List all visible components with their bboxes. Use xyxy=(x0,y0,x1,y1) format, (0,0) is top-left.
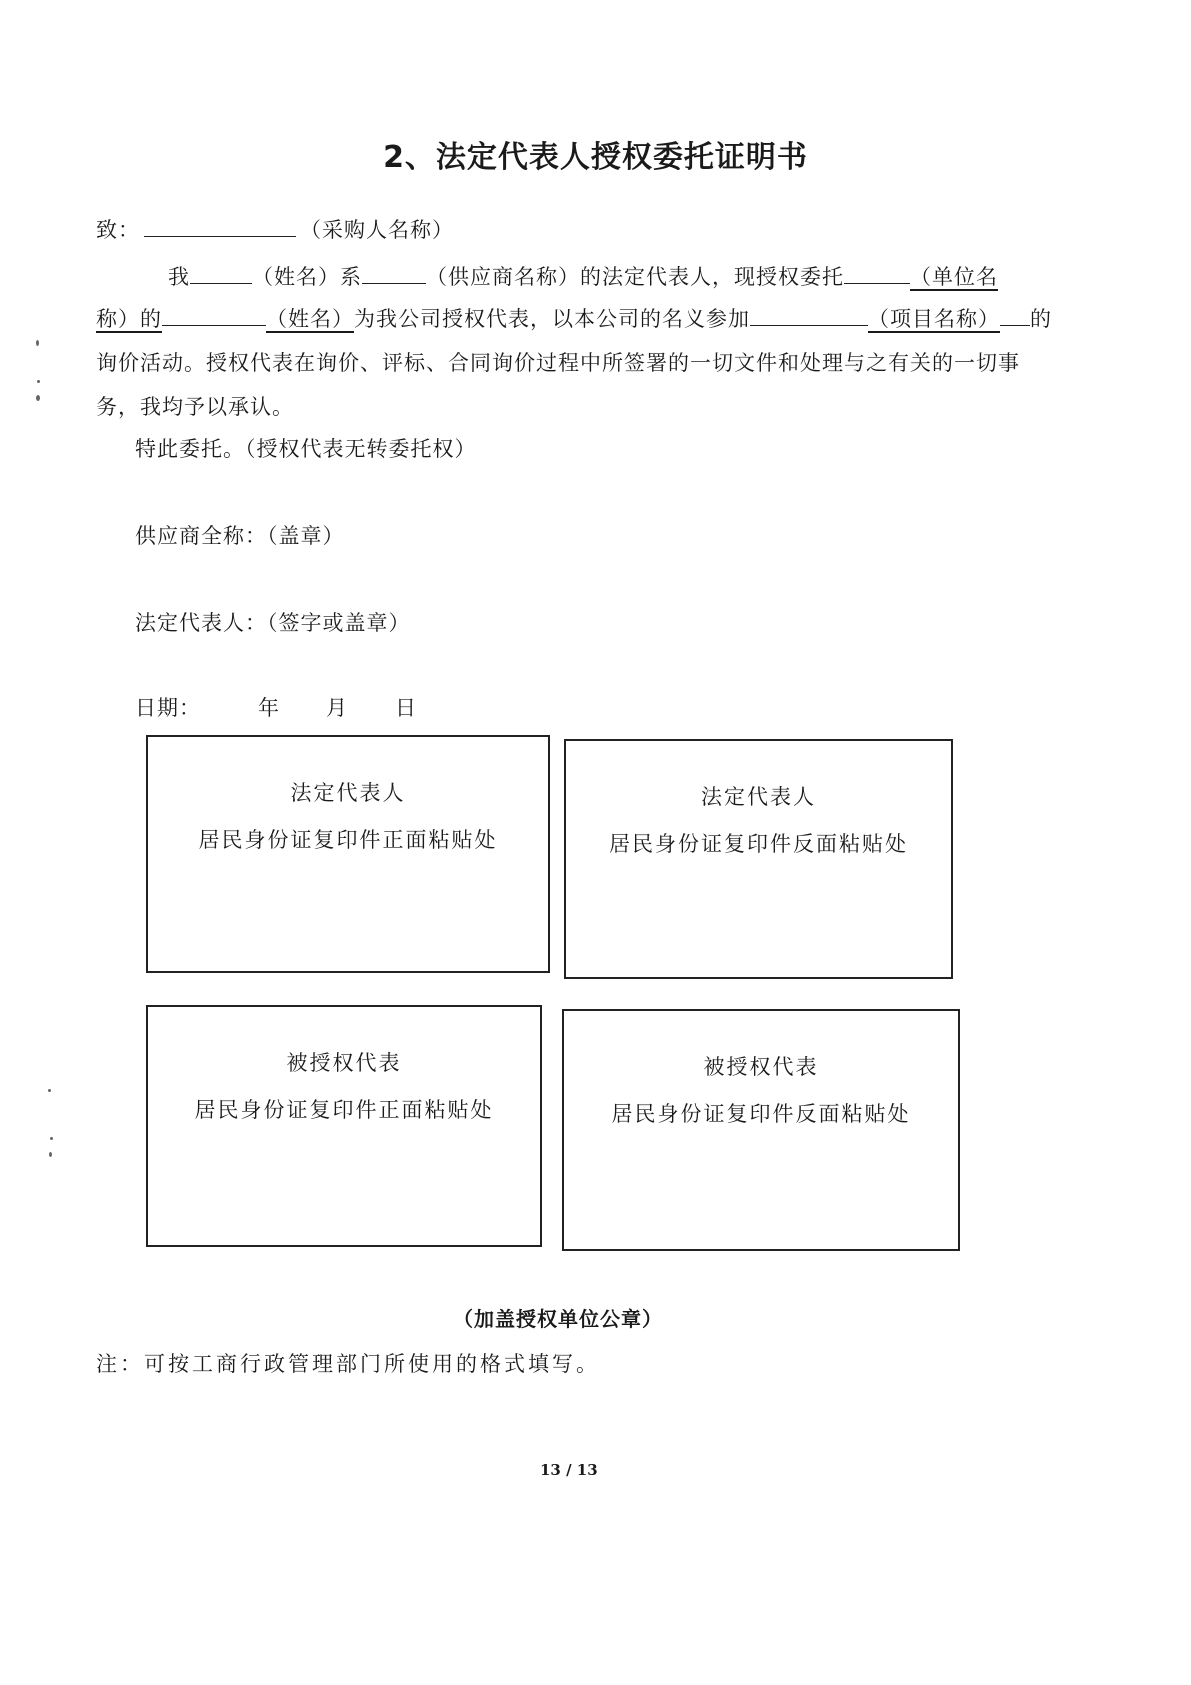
supplier-full-name-label: 供应商全称：（盖章） xyxy=(135,524,345,548)
box-instruction: 居民身份证复印件正面粘贴处 xyxy=(194,1098,494,1122)
special-note: 特此委托。（授权代表无转委托权） xyxy=(135,437,477,461)
representative-name-blank[interactable] xyxy=(162,305,266,326)
seal-note: （加盖授权单位公章） xyxy=(453,1307,663,1331)
to-label: 致： xyxy=(96,218,140,242)
body-line-3: 询价活动。授权代表在询价、评标、合同询价过程中所签署的一切文件和处理与之有关的一切事 xyxy=(96,351,1020,375)
box-heading: 被授权代表 xyxy=(286,1051,402,1075)
scan-speck xyxy=(48,1089,51,1092)
scan-speck xyxy=(50,1137,53,1140)
supplier-name-blank[interactable] xyxy=(362,263,426,284)
authorized-rep-id-front-box[interactable] xyxy=(146,1005,542,1247)
scan-speck xyxy=(37,380,40,383)
page-number: 13 / 13 xyxy=(540,1461,598,1479)
body-line-2 xyxy=(96,303,1052,333)
representative-name-hint: （姓名） xyxy=(266,307,354,331)
legal-representative-label: 法定代表人：（签字或盖章） xyxy=(135,611,411,635)
date-label: 日期： xyxy=(135,696,201,720)
purchaser-name-blank[interactable] xyxy=(144,216,296,237)
unit-name-blank[interactable] xyxy=(844,263,910,284)
document-title: 2、法定代表人授权委托证明书 xyxy=(383,140,808,175)
body-text: （供应商名称）的法定代表人，现授权委托 xyxy=(426,265,844,289)
scan-speck xyxy=(36,340,39,346)
addressee-line xyxy=(96,214,454,244)
purchaser-name-hint: （采购人名称） xyxy=(300,218,454,242)
unit-name-hint-end: 称）的 xyxy=(96,307,162,331)
project-name-blank[interactable] xyxy=(750,305,868,326)
scan-speck xyxy=(36,395,40,401)
date-day: 日 xyxy=(395,696,417,720)
date-month: 月 xyxy=(326,696,348,720)
footnote: 注：可按工商行政管理部门所使用的格式填写。 xyxy=(96,1352,600,1376)
date-year: 年 xyxy=(258,696,280,720)
scan-speck xyxy=(49,1152,52,1157)
box-instruction: 居民身份证复印件反面粘贴处 xyxy=(611,1102,911,1126)
project-name-blank-end[interactable] xyxy=(1000,305,1030,326)
authorized-rep-id-back-box[interactable] xyxy=(562,1009,960,1251)
box-instruction: 居民身份证复印件反面粘贴处 xyxy=(609,832,908,856)
legal-rep-id-front-box[interactable] xyxy=(146,735,550,973)
body-line-1 xyxy=(168,261,998,291)
box-instruction: 居民身份证复印件正面粘贴处 xyxy=(198,828,498,852)
body-text: 为我公司授权代表，以本公司的名义参加 xyxy=(354,307,750,331)
body-text: 的 xyxy=(1030,307,1052,331)
project-name-hint: （项目名称） xyxy=(868,307,1000,331)
name-blank[interactable] xyxy=(190,263,252,284)
body-text: （姓名）系 xyxy=(252,265,362,289)
body-text: 我 xyxy=(168,265,190,289)
legal-rep-id-back-box[interactable] xyxy=(564,739,953,979)
box-heading: 法定代表人 xyxy=(701,785,816,809)
body-line-4: 务，我均予以承认。 xyxy=(96,395,294,419)
box-heading: 被授权代表 xyxy=(703,1055,819,1079)
box-heading: 法定代表人 xyxy=(290,781,406,805)
unit-name-hint: （单位名 xyxy=(910,265,998,289)
